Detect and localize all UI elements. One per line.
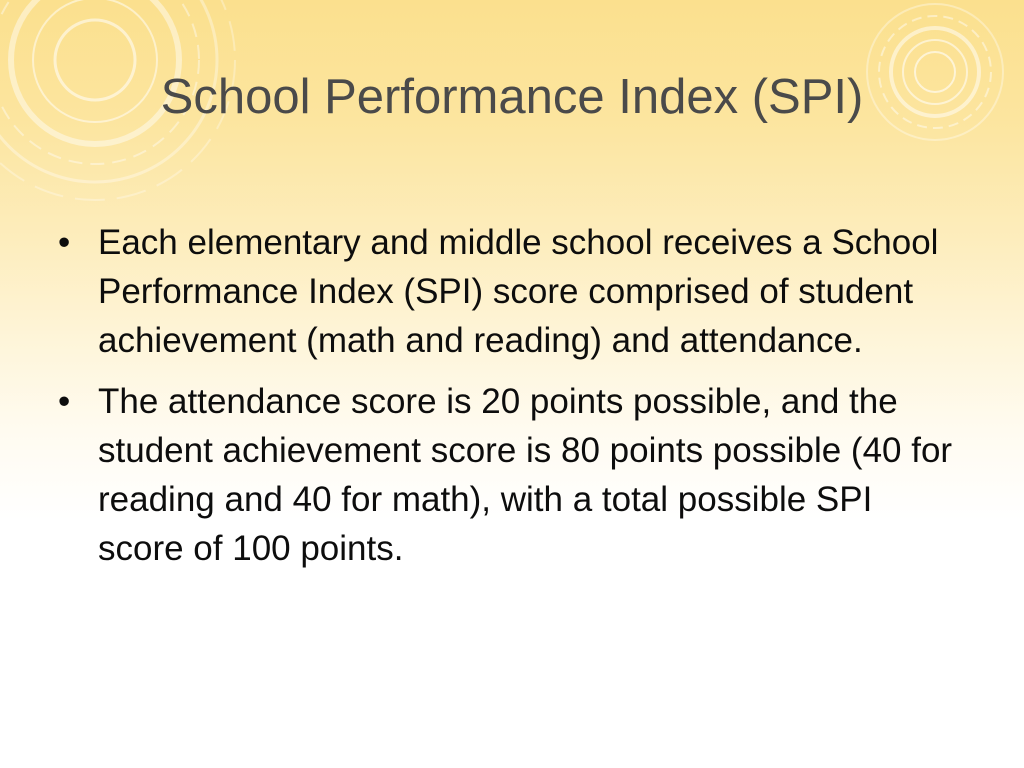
slide-title: School Performance Index (SPI): [160, 70, 864, 124]
bullet-dot-icon: •: [58, 223, 71, 262]
bullet-text: Each elementary and middle school receives a School Performance Index (SPI) score comprised of student achievement (math and reading) and attendance.: [98, 223, 939, 360]
bullet-text: The attendance score is 20 points possible, and the student achievement score is 80 points possible (40 for reading and 40 for math), with a total possible SPI score of 100 points.: [98, 382, 953, 568]
bullet-item: [52, 377, 962, 573]
bullet-item: [52, 218, 962, 365]
slide-body: [52, 218, 962, 585]
bullet-list: [52, 218, 962, 573]
bullet-dot-icon: •: [58, 382, 71, 421]
